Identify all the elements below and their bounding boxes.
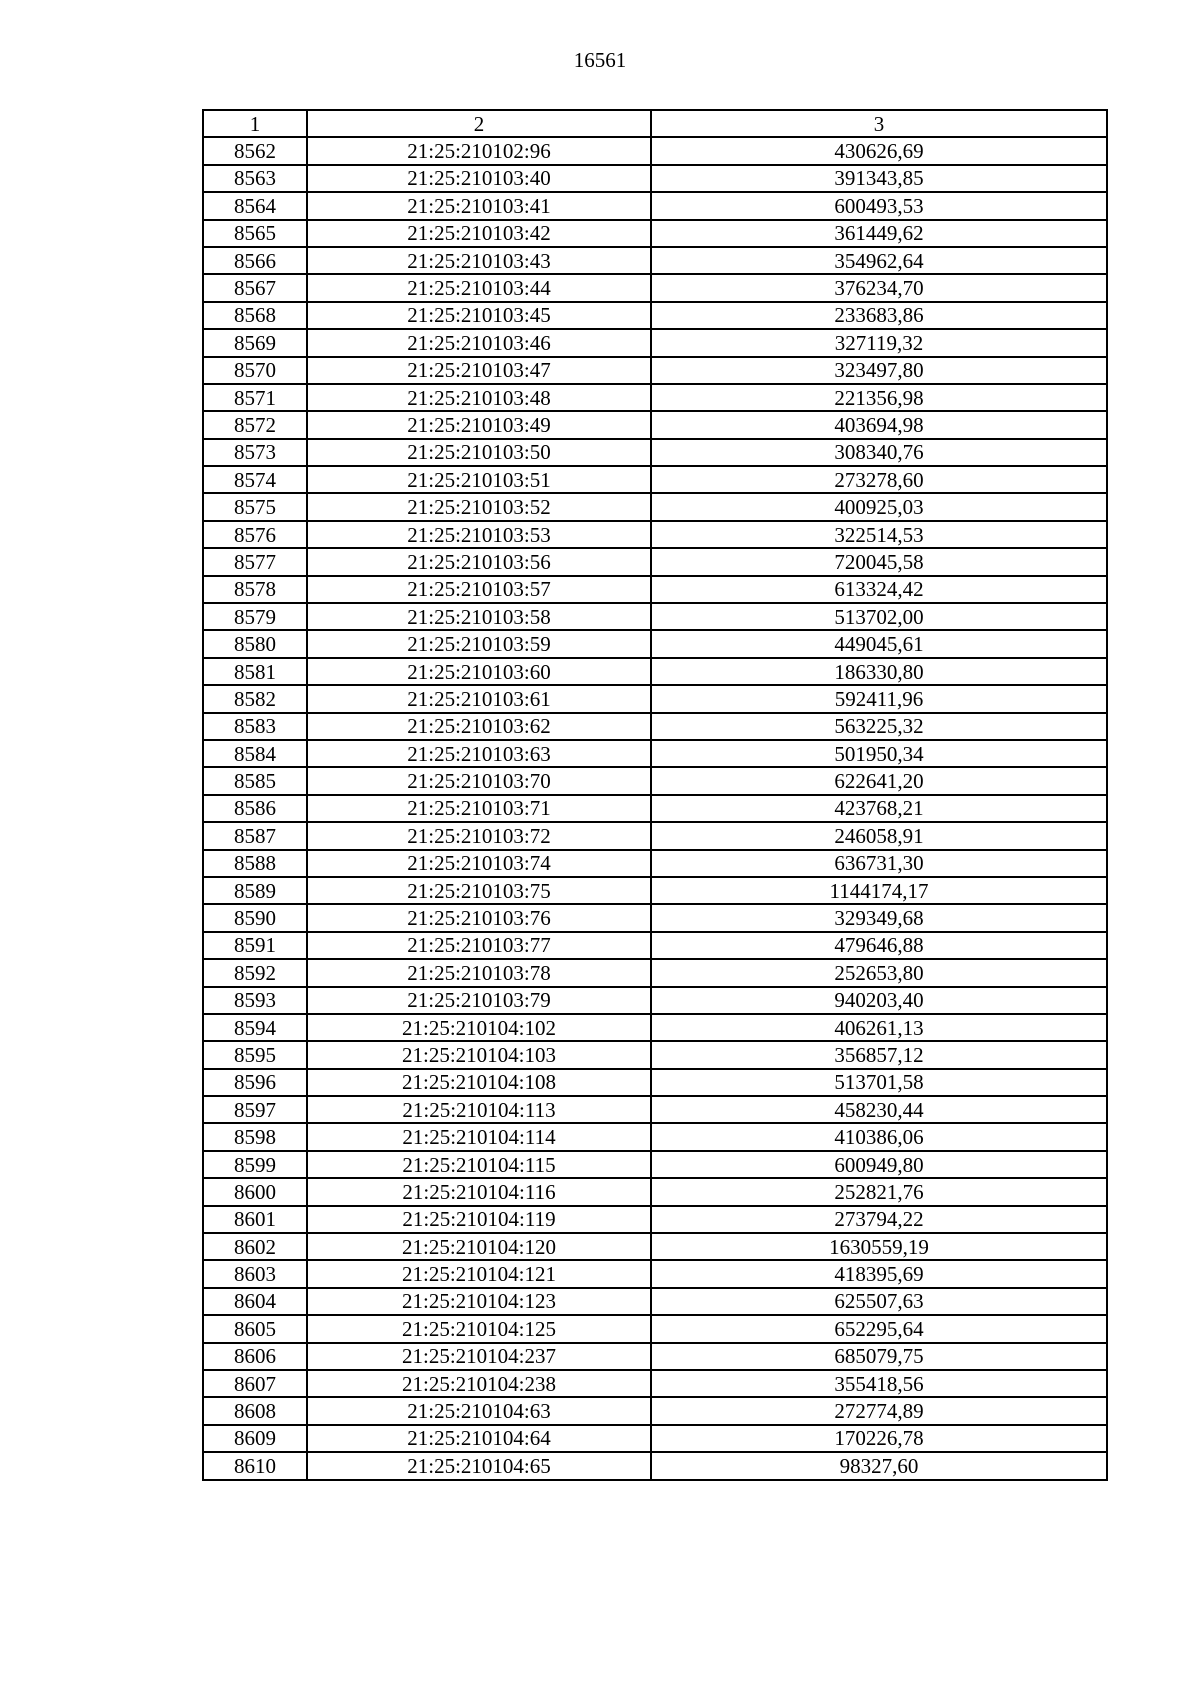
cadastral-number-cell: 21:25:210103:61 [307, 685, 651, 712]
cadastral-number-cell: 21:25:210104:108 [307, 1069, 651, 1096]
cadastral-number-cell: 21:25:210104:123 [307, 1288, 651, 1315]
table-row [203, 165, 1107, 192]
cadastral-number-cell: 21:25:210103:41 [307, 192, 651, 219]
value-cell: 410386,06 [651, 1123, 1107, 1150]
row-number-cell: 8563 [203, 165, 307, 192]
row-number-cell: 8565 [203, 220, 307, 247]
row-number-cell: 8588 [203, 850, 307, 877]
value-cell: 403694,98 [651, 411, 1107, 438]
cadastral-number-cell: 21:25:210104:115 [307, 1151, 651, 1178]
row-number-cell: 8585 [203, 767, 307, 794]
value-cell: 418395,69 [651, 1260, 1107, 1287]
table-row [203, 987, 1107, 1014]
table-row [203, 411, 1107, 438]
row-number-cell: 8584 [203, 740, 307, 767]
value-cell: 423768,21 [651, 795, 1107, 822]
cadastral-number-cell: 21:25:210103:53 [307, 521, 651, 548]
table-row [203, 630, 1107, 657]
cadastral-number-cell: 21:25:210103:76 [307, 904, 651, 931]
row-number-cell: 8579 [203, 603, 307, 630]
value-cell: 329349,68 [651, 904, 1107, 931]
cadastral-number-cell: 21:25:210104:125 [307, 1315, 651, 1342]
table-row [203, 1343, 1107, 1370]
cadastral-number-cell: 21:25:210102:96 [307, 137, 651, 164]
value-cell: 636731,30 [651, 850, 1107, 877]
row-number-cell: 8607 [203, 1370, 307, 1397]
cadastral-number-cell: 21:25:210103:45 [307, 302, 651, 329]
cadastral-number-cell: 21:25:210103:57 [307, 576, 651, 603]
cadastral-number-cell: 21:25:210104:237 [307, 1343, 651, 1370]
row-number-cell: 8576 [203, 521, 307, 548]
row-number-cell: 8572 [203, 411, 307, 438]
data-table [202, 109, 1108, 1481]
cadastral-number-cell: 21:25:210104:103 [307, 1041, 651, 1068]
cadastral-number-cell: 21:25:210104:119 [307, 1206, 651, 1233]
table-row [203, 1178, 1107, 1205]
value-cell: 273278,60 [651, 466, 1107, 493]
value-cell: 376234,70 [651, 274, 1107, 301]
cadastral-number-cell: 21:25:210103:59 [307, 630, 651, 657]
row-number-cell: 8568 [203, 302, 307, 329]
row-number-cell: 8605 [203, 1315, 307, 1342]
row-number-cell: 8574 [203, 466, 307, 493]
cadastral-number-cell: 21:25:210103:77 [307, 932, 651, 959]
cadastral-number-cell: 21:25:210104:65 [307, 1452, 651, 1479]
header-row [203, 110, 1107, 137]
row-number-cell: 8570 [203, 357, 307, 384]
table-row [203, 767, 1107, 794]
row-number-cell: 8573 [203, 439, 307, 466]
cadastral-number-cell: 21:25:210103:52 [307, 493, 651, 520]
table-row [203, 548, 1107, 575]
table-row [203, 1397, 1107, 1424]
cadastral-number-cell: 21:25:210104:116 [307, 1178, 651, 1205]
table-row [203, 904, 1107, 931]
cadastral-number-cell: 21:25:210103:40 [307, 165, 651, 192]
cadastral-number-cell: 21:25:210103:51 [307, 466, 651, 493]
row-number-cell: 8600 [203, 1178, 307, 1205]
table-row [203, 1096, 1107, 1123]
value-cell: 221356,98 [651, 384, 1107, 411]
row-number-cell: 8609 [203, 1425, 307, 1452]
value-cell: 600493,53 [651, 192, 1107, 219]
row-number-cell: 8562 [203, 137, 307, 164]
cadastral-number-cell: 21:25:210103:47 [307, 357, 651, 384]
cadastral-number-cell: 21:25:210103:43 [307, 247, 651, 274]
value-cell: 1144174,17 [651, 877, 1107, 904]
table-row [203, 137, 1107, 164]
value-cell: 252821,76 [651, 1178, 1107, 1205]
cadastral-number-cell: 21:25:210103:71 [307, 795, 651, 822]
value-cell: 252653,80 [651, 959, 1107, 986]
table-row [203, 658, 1107, 685]
cadastral-number-cell: 21:25:210103:74 [307, 850, 651, 877]
row-number-cell: 8594 [203, 1014, 307, 1041]
table-row [203, 1206, 1107, 1233]
table-row [203, 713, 1107, 740]
table-row [203, 1233, 1107, 1260]
row-number-cell: 8564 [203, 192, 307, 219]
table-row [203, 877, 1107, 904]
row-number-cell: 8602 [203, 1233, 307, 1260]
row-number-cell: 8603 [203, 1260, 307, 1287]
row-number-cell: 8601 [203, 1206, 307, 1233]
row-number-cell: 8598 [203, 1123, 307, 1150]
value-cell: 391343,85 [651, 165, 1107, 192]
column-header-3: 3 [651, 110, 1107, 137]
cadastral-number-cell: 21:25:210104:121 [307, 1260, 651, 1287]
row-number-cell: 8581 [203, 658, 307, 685]
table-row [203, 274, 1107, 301]
value-cell: 1630559,19 [651, 1233, 1107, 1260]
table-row [203, 1014, 1107, 1041]
value-cell: 685079,75 [651, 1343, 1107, 1370]
value-cell: 233683,86 [651, 302, 1107, 329]
table-row [203, 466, 1107, 493]
value-cell: 170226,78 [651, 1425, 1107, 1452]
value-cell: 430626,69 [651, 137, 1107, 164]
row-number-cell: 8580 [203, 630, 307, 657]
cadastral-number-cell: 21:25:210103:78 [307, 959, 651, 986]
cadastral-number-cell: 21:25:210103:49 [307, 411, 651, 438]
value-cell: 563225,32 [651, 713, 1107, 740]
table-row [203, 247, 1107, 274]
cadastral-number-cell: 21:25:210104:102 [307, 1014, 651, 1041]
row-number-cell: 8587 [203, 822, 307, 849]
row-number-cell: 8604 [203, 1288, 307, 1315]
row-number-cell: 8578 [203, 576, 307, 603]
table-row [203, 795, 1107, 822]
row-number-cell: 8590 [203, 904, 307, 931]
cadastral-number-cell: 21:25:210104:238 [307, 1370, 651, 1397]
value-cell: 592411,96 [651, 685, 1107, 712]
cadastral-number-cell: 21:25:210103:63 [307, 740, 651, 767]
row-number-cell: 8608 [203, 1397, 307, 1424]
column-header-1: 1 [203, 110, 307, 137]
cadastral-number-cell: 21:25:210104:120 [307, 1233, 651, 1260]
table-row [203, 822, 1107, 849]
table-row [203, 220, 1107, 247]
value-cell: 361449,62 [651, 220, 1107, 247]
value-cell: 322514,53 [651, 521, 1107, 548]
value-cell: 406261,13 [651, 1014, 1107, 1041]
value-cell: 501950,34 [651, 740, 1107, 767]
cadastral-number-cell: 21:25:210103:62 [307, 713, 651, 740]
row-number-cell: 8571 [203, 384, 307, 411]
table-row [203, 1288, 1107, 1315]
table-row [203, 576, 1107, 603]
value-cell: 613324,42 [651, 576, 1107, 603]
cadastral-number-cell: 21:25:210103:58 [307, 603, 651, 630]
row-number-cell: 8589 [203, 877, 307, 904]
value-cell: 356857,12 [651, 1041, 1107, 1068]
table-row [203, 439, 1107, 466]
table-row [203, 493, 1107, 520]
value-cell: 600949,80 [651, 1151, 1107, 1178]
row-number-cell: 8610 [203, 1452, 307, 1479]
value-cell: 458230,44 [651, 1096, 1107, 1123]
table-row [203, 959, 1107, 986]
table-row [203, 1123, 1107, 1150]
value-cell: 652295,64 [651, 1315, 1107, 1342]
table-row [203, 521, 1107, 548]
table-row [203, 1370, 1107, 1397]
table-row [203, 685, 1107, 712]
row-number-cell: 8583 [203, 713, 307, 740]
row-number-cell: 8567 [203, 274, 307, 301]
table-row [203, 1041, 1107, 1068]
row-number-cell: 8592 [203, 959, 307, 986]
cadastral-number-cell: 21:25:210103:42 [307, 220, 651, 247]
page-number: 16561 [573, 48, 627, 72]
table-row [203, 329, 1107, 356]
row-number-cell: 8606 [203, 1343, 307, 1370]
value-cell: 622641,20 [651, 767, 1107, 794]
value-cell: 354962,64 [651, 247, 1107, 274]
table-row [203, 384, 1107, 411]
cadastral-number-cell: 21:25:210103:79 [307, 987, 651, 1014]
table-row [203, 1425, 1107, 1452]
row-number-cell: 8597 [203, 1096, 307, 1123]
table-row [203, 1069, 1107, 1096]
value-cell: 479646,88 [651, 932, 1107, 959]
row-number-cell: 8575 [203, 493, 307, 520]
row-number-cell: 8599 [203, 1151, 307, 1178]
row-number-cell: 8595 [203, 1041, 307, 1068]
cadastral-number-cell: 21:25:210103:72 [307, 822, 651, 849]
table-row [203, 603, 1107, 630]
table-row [203, 192, 1107, 219]
cadastral-number-cell: 21:25:210103:75 [307, 877, 651, 904]
table-row [203, 932, 1107, 959]
cadastral-number-cell: 21:25:210103:48 [307, 384, 651, 411]
column-header-2: 2 [307, 110, 651, 137]
value-cell: 625507,63 [651, 1288, 1107, 1315]
value-cell: 246058,91 [651, 822, 1107, 849]
row-number-cell: 8596 [203, 1069, 307, 1096]
value-cell: 400925,03 [651, 493, 1107, 520]
value-cell: 720045,58 [651, 548, 1107, 575]
row-number-cell: 8591 [203, 932, 307, 959]
value-cell: 940203,40 [651, 987, 1107, 1014]
table-row [203, 357, 1107, 384]
row-number-cell: 8577 [203, 548, 307, 575]
table-row [203, 1260, 1107, 1287]
value-cell: 327119,32 [651, 329, 1107, 356]
cadastral-number-cell: 21:25:210104:113 [307, 1096, 651, 1123]
value-cell: 308340,76 [651, 439, 1107, 466]
cadastral-number-cell: 21:25:210104:114 [307, 1123, 651, 1150]
value-cell: 513702,00 [651, 603, 1107, 630]
value-cell: 323497,80 [651, 357, 1107, 384]
table-row [203, 1315, 1107, 1342]
value-cell: 355418,56 [651, 1370, 1107, 1397]
value-cell: 273794,22 [651, 1206, 1107, 1233]
value-cell: 98327,60 [651, 1452, 1107, 1479]
cadastral-number-cell: 21:25:210103:44 [307, 274, 651, 301]
table-header [203, 110, 1107, 137]
cadastral-number-cell: 21:25:210103:60 [307, 658, 651, 685]
cadastral-number-cell: 21:25:210104:63 [307, 1397, 651, 1424]
cadastral-number-cell: 21:25:210103:56 [307, 548, 651, 575]
cadastral-number-cell: 21:25:210103:70 [307, 767, 651, 794]
row-number-cell: 8569 [203, 329, 307, 356]
row-number-cell: 8593 [203, 987, 307, 1014]
table-row [203, 302, 1107, 329]
row-number-cell: 8566 [203, 247, 307, 274]
table-row [203, 1452, 1107, 1479]
value-cell: 272774,89 [651, 1397, 1107, 1424]
cadastral-number-cell: 21:25:210103:46 [307, 329, 651, 356]
value-cell: 513701,58 [651, 1069, 1107, 1096]
row-number-cell: 8582 [203, 685, 307, 712]
cadastral-number-cell: 21:25:210104:64 [307, 1425, 651, 1452]
table-row [203, 850, 1107, 877]
table-row [203, 740, 1107, 767]
row-number-cell: 8586 [203, 795, 307, 822]
value-cell: 186330,80 [651, 658, 1107, 685]
table-row [203, 1151, 1107, 1178]
value-cell: 449045,61 [651, 630, 1107, 657]
table-body [203, 137, 1107, 1479]
cadastral-number-cell: 21:25:210103:50 [307, 439, 651, 466]
